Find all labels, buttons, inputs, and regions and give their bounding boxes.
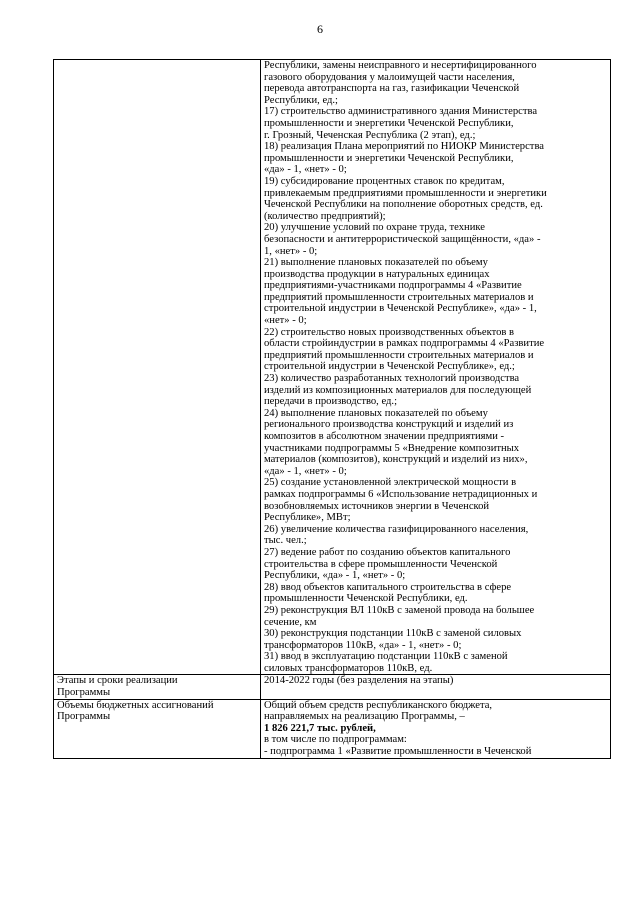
content-line: возобновляемых источников энергии в Чеченской [264, 500, 490, 512]
content-line: строительства в сфере промышленности Чеченской [264, 558, 498, 570]
content-line: 31) ввод в эксплуатацию подстанции 110кВ с заменой [264, 651, 508, 663]
table-row [54, 699, 611, 758]
passport-table [53, 59, 611, 759]
content-line: «нет» - 0; [264, 315, 307, 327]
content-line: 24) выполнение плановых показателей по объему [264, 407, 488, 419]
content-line: газового оборудования у малоимущей части населения, [264, 71, 515, 83]
content-line: изделий из композиционных материалов для последующей [264, 384, 532, 396]
content-line: Республики, замены неисправного и несертифицированного [264, 60, 537, 71]
content-line: г. Грозный, Чеченская Республика (2 этап), ед.; [264, 129, 476, 141]
content-line: в том числе по подпрограммам: [264, 734, 407, 746]
content-line: силовых трансформаторов 110кВ, ед. [264, 662, 433, 674]
content-line: 21) выполнение плановых показателей по объему [264, 257, 488, 269]
content-line: 30) реконструкция подстанции 110кВ с заменой силовых [264, 628, 522, 640]
content-line: - подпрограмма 1 «Развитие промышленности в Чеченской [264, 746, 532, 758]
content-line: Республике», МВт; [264, 512, 351, 524]
content-line: «да» - 1, «нет» - 0; [264, 465, 347, 477]
content-line: сечение, км [264, 616, 317, 628]
content-line: 22) строительство новых производственных объектов в [264, 326, 515, 338]
label-line: Объемы бюджетных ассигнований [57, 699, 214, 711]
content-line: 18) реализация Плана мероприятий по НИОКР Министерства [264, 141, 545, 153]
content-line: тыс. чел.; [264, 535, 307, 547]
content-line: участниками подпрограммы 5 «Внедрение композитных [264, 442, 520, 454]
page-number: 6 [317, 22, 323, 36]
row-label-cell [54, 699, 261, 758]
content-line: Республики, ед.; [264, 94, 338, 106]
table-row [54, 675, 611, 699]
content-line: Чеченской Республики на пополнение оборотных средств, ед. [264, 199, 543, 211]
row-content-cell [261, 675, 611, 699]
content-line: 17) строительство административного здания Министерства [264, 106, 538, 118]
table-row [54, 60, 611, 675]
content-line: строительной индустрии в Чеченской Республике», ед.; [264, 361, 515, 373]
content-line: трансформаторов 110кВ, «да» - 1, «нет» - 0; [264, 639, 462, 651]
content-line: Общий объем средств республиканского бюджета, [264, 699, 493, 711]
label-line: Этапы и сроки реализации [57, 675, 178, 687]
content-line: промышленности и энергетики Чеченской Республики, [264, 117, 514, 129]
content-line: привлекаемым предприятиями промышленности и энергетики [264, 187, 547, 199]
content-line: 26) увеличение количества газифицированного населения, [264, 523, 529, 535]
row-label-cell [54, 60, 261, 675]
content-line: 1, «нет» - 0; [264, 245, 318, 257]
row-label-cell [54, 675, 261, 699]
content-line: материалов (композитов), конструкций и изделий из них», [264, 454, 528, 466]
content-line: «да» - 1, «нет» - 0; [264, 164, 347, 176]
content-line: перевода автотранспорта на газ, газификации Чеченской [264, 83, 520, 95]
content-line: безопасности и антитеррористической защищённости, «да» - [264, 233, 541, 245]
content-line: производства продукции в натуральных единицах [264, 268, 490, 280]
total-amount: 1 826 221,7 тыс. рублей, [264, 722, 376, 734]
content-line: рамках подпрограммы 6 «Использование нетрадиционных и [264, 488, 538, 500]
content-line: передачи в производство, ед.; [264, 396, 398, 408]
content-line: 19) субсидирование процентных ставок по кредитам, [264, 175, 505, 187]
content-line: направляемых на реализацию Программы, – [264, 711, 465, 723]
content-line: строительной индустрии в Чеченской Республике», «да» - 1, [264, 303, 537, 315]
content-line: 27) ведение работ по созданию объектов капитального [264, 546, 511, 558]
row-content-cell [261, 699, 611, 758]
content-line: области стройиндустрии в рамках подпрограммы 4 «Развитие [264, 338, 545, 350]
content-line: промышленности и энергетики Чеченской Республики, [264, 152, 514, 164]
content-line: 2014-2022 годы (без разделения на этапы) [264, 675, 454, 687]
content-line: Республики, «да» - 1, «нет» - 0; [264, 570, 406, 582]
content-line: 28) ввод объектов капитального строительства в сфере [264, 581, 512, 593]
content-line: 23) количество разработанных технологий производства [264, 373, 520, 385]
content-line: предприятий промышленности строительных материалов и [264, 349, 534, 361]
content-line: регионального производства конструкций и изделий из [264, 419, 514, 431]
content-line: промышленности Чеченской Республики, ед. [264, 593, 468, 605]
content-line: 20) улучшение условий по охране труда, технике [264, 222, 485, 234]
content-line: 29) реконструкция ВЛ 110кВ с заменой провода на большее [264, 604, 535, 616]
content-line: (количество предприятий); [264, 210, 386, 222]
content-line: 25) создание установленной электрической мощности в [264, 477, 517, 489]
content-line: предприятий промышленности строительных материалов и [264, 291, 534, 303]
label-line: Программы [57, 687, 111, 699]
label-line: Программы [57, 711, 111, 723]
row-content-cell [261, 60, 611, 675]
content-line: композитов в абсолютном значении предприятиями - [264, 431, 505, 442]
content-line: предприятиями-участниками подпрограммы 4 «Развитие [264, 280, 522, 292]
